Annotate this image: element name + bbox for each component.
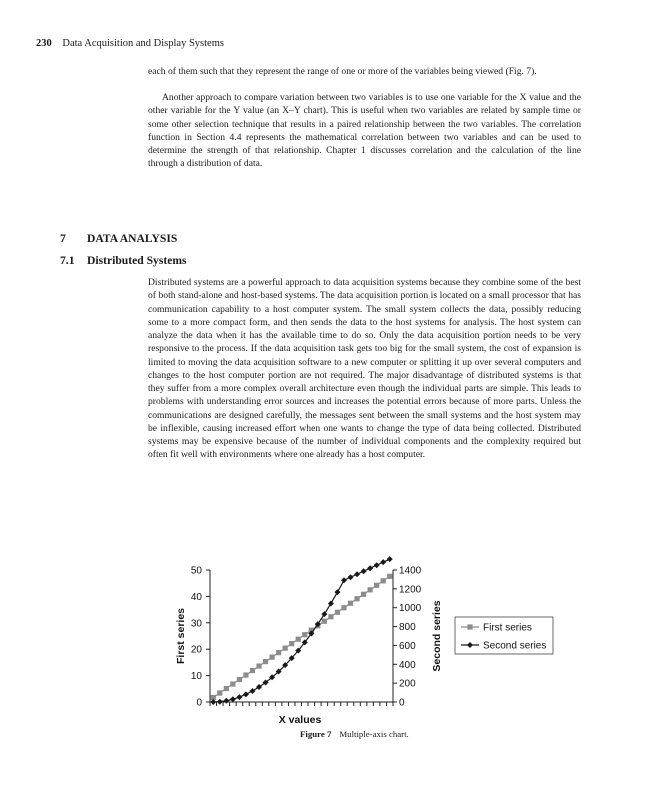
series-1-point	[302, 632, 307, 637]
series-1-point	[328, 614, 333, 619]
series-2-point	[223, 698, 229, 704]
series-1-point	[368, 587, 373, 592]
series-1-point	[374, 583, 379, 588]
series-1-point	[335, 610, 340, 615]
series-1-point	[354, 596, 359, 601]
left-tick-label: 10	[190, 671, 202, 683]
left-tick-label: 30	[190, 618, 202, 630]
series-2-point	[249, 688, 255, 694]
right-tick-label: 800	[399, 622, 416, 634]
right-tick-label: 0	[399, 697, 405, 709]
series-1-point	[269, 655, 274, 660]
series-2-point	[341, 577, 347, 583]
series-1-point	[322, 619, 327, 624]
series-2-point	[236, 694, 242, 700]
series-1-point	[250, 668, 255, 673]
series-1-point	[341, 605, 346, 610]
figure-caption-text: Multiple-axis chart.	[339, 729, 409, 739]
section-title: DATA ANALYSIS	[87, 232, 178, 245]
multiple-axis-chart	[0, 555, 647, 730]
series-1-point	[224, 686, 229, 691]
series-2-point	[374, 562, 380, 568]
page-number: 230	[36, 38, 52, 49]
left-tick-label: 0	[196, 697, 202, 709]
series-2-point	[367, 565, 373, 571]
left-tick-label: 50	[190, 565, 202, 577]
right-tick-label: 200	[399, 678, 416, 690]
running-title: Data Acquisition and Display Systems	[62, 38, 224, 49]
subsection-title: Distributed Systems	[87, 254, 187, 267]
series-1-point	[230, 681, 235, 686]
series-2-point	[387, 556, 393, 562]
series-2-point	[243, 691, 249, 697]
series-2-point	[380, 559, 386, 565]
right-tick-label: 400	[399, 659, 416, 671]
series-1-point	[276, 650, 281, 655]
left-tick-label: 40	[190, 591, 202, 603]
left-axis-title: First series	[175, 607, 187, 665]
series-2-point	[230, 696, 236, 702]
legend-label: Second series	[483, 640, 547, 652]
section-number: 7	[60, 232, 66, 245]
series-1-point	[263, 659, 268, 664]
legend-square-marker	[467, 624, 472, 629]
series-2-point	[334, 589, 340, 595]
series-2-point	[328, 600, 334, 606]
series-1-point	[348, 601, 353, 606]
right-axis-title: Second series	[431, 600, 443, 672]
paragraph-distributed-systems: Distributed systems are a powerful approach to data acquisition systems because they combine some of the best of both stand-alone and host-based systems. The data acquisition portion is located on a small processor that has communication capability to a host computer system. The small system collects the data, possibly reducing some to a more compact form, and then sends the data to the host systems for analysis. The host system can analyze the data when it has the available time to do so. Only the data acquisition portion needs to be very responsive to the process. If the data acquisition task gets too big for the small system, the cost of expansion is limited to moving the data acquisition software to a new computer or splitting it up over several computers and changes to the host computer portion are not required. The major disadvantage of distributed systems is that they suffer from a more complex overall architecture even though the individual parts are simple. This leads to problems with understanding error sources and increases the potential errors because of more parts. Unless the communications are designed carefully, the messages sent between the small systems and the host system may be inflexible, causing increased effort when one wants to change the type of data being collected. Distributed systems may be expensive because of the number of individual components and the complexity required but often fit well with environments where one already has a host computer.	[148, 277, 581, 461]
legend-label: First series	[483, 622, 532, 634]
series-1-point	[361, 592, 366, 597]
right-tick-label: 1200	[399, 584, 422, 596]
subsection-heading	[60, 254, 187, 267]
x-axis-title: X values	[278, 714, 322, 726]
left-tick-label: 20	[190, 644, 202, 656]
section-heading	[60, 232, 177, 245]
right-tick-label: 1400	[399, 565, 422, 577]
paragraph-intro: each of them such that they represent the range of one or more of the variables being viewed (Fig. 7).	[148, 66, 537, 77]
series-2-point	[354, 571, 360, 577]
right-tick-label: 600	[399, 640, 416, 652]
figure-caption	[300, 729, 409, 739]
series-1-point	[256, 663, 261, 668]
series-2-point	[321, 611, 327, 617]
right-tick-label: 1000	[399, 603, 422, 615]
series-1-point	[296, 637, 301, 642]
series-1-point	[243, 672, 248, 677]
series-2-point	[217, 699, 223, 705]
series-1-point	[217, 690, 222, 695]
series-1-point	[289, 641, 294, 646]
running-header	[36, 38, 224, 49]
figure-label: Figure 7	[300, 729, 332, 739]
paragraph-xy-chart: Another approach to compare variation between two variables is to use one variable for the X value and the other variable for the Y value (an X–Y chart). This is useful when two variables are related by sample time or some other selection technique that results in a paired relationship between the two variables. The correlation function in Section 4.4 represents the mathematical correlation between two variables and can be used to determine the strength of that relationship. Chapter 1 discusses correlation and the calculation of the line through a distribution of data.	[148, 92, 581, 170]
series-1-point	[283, 646, 288, 651]
series-1-point	[237, 677, 242, 682]
subsection-number: 7.1	[60, 254, 75, 267]
series-1-point	[387, 574, 392, 579]
series-2-point	[348, 574, 354, 580]
series-1-point	[381, 578, 386, 583]
series-2-point	[361, 568, 367, 574]
